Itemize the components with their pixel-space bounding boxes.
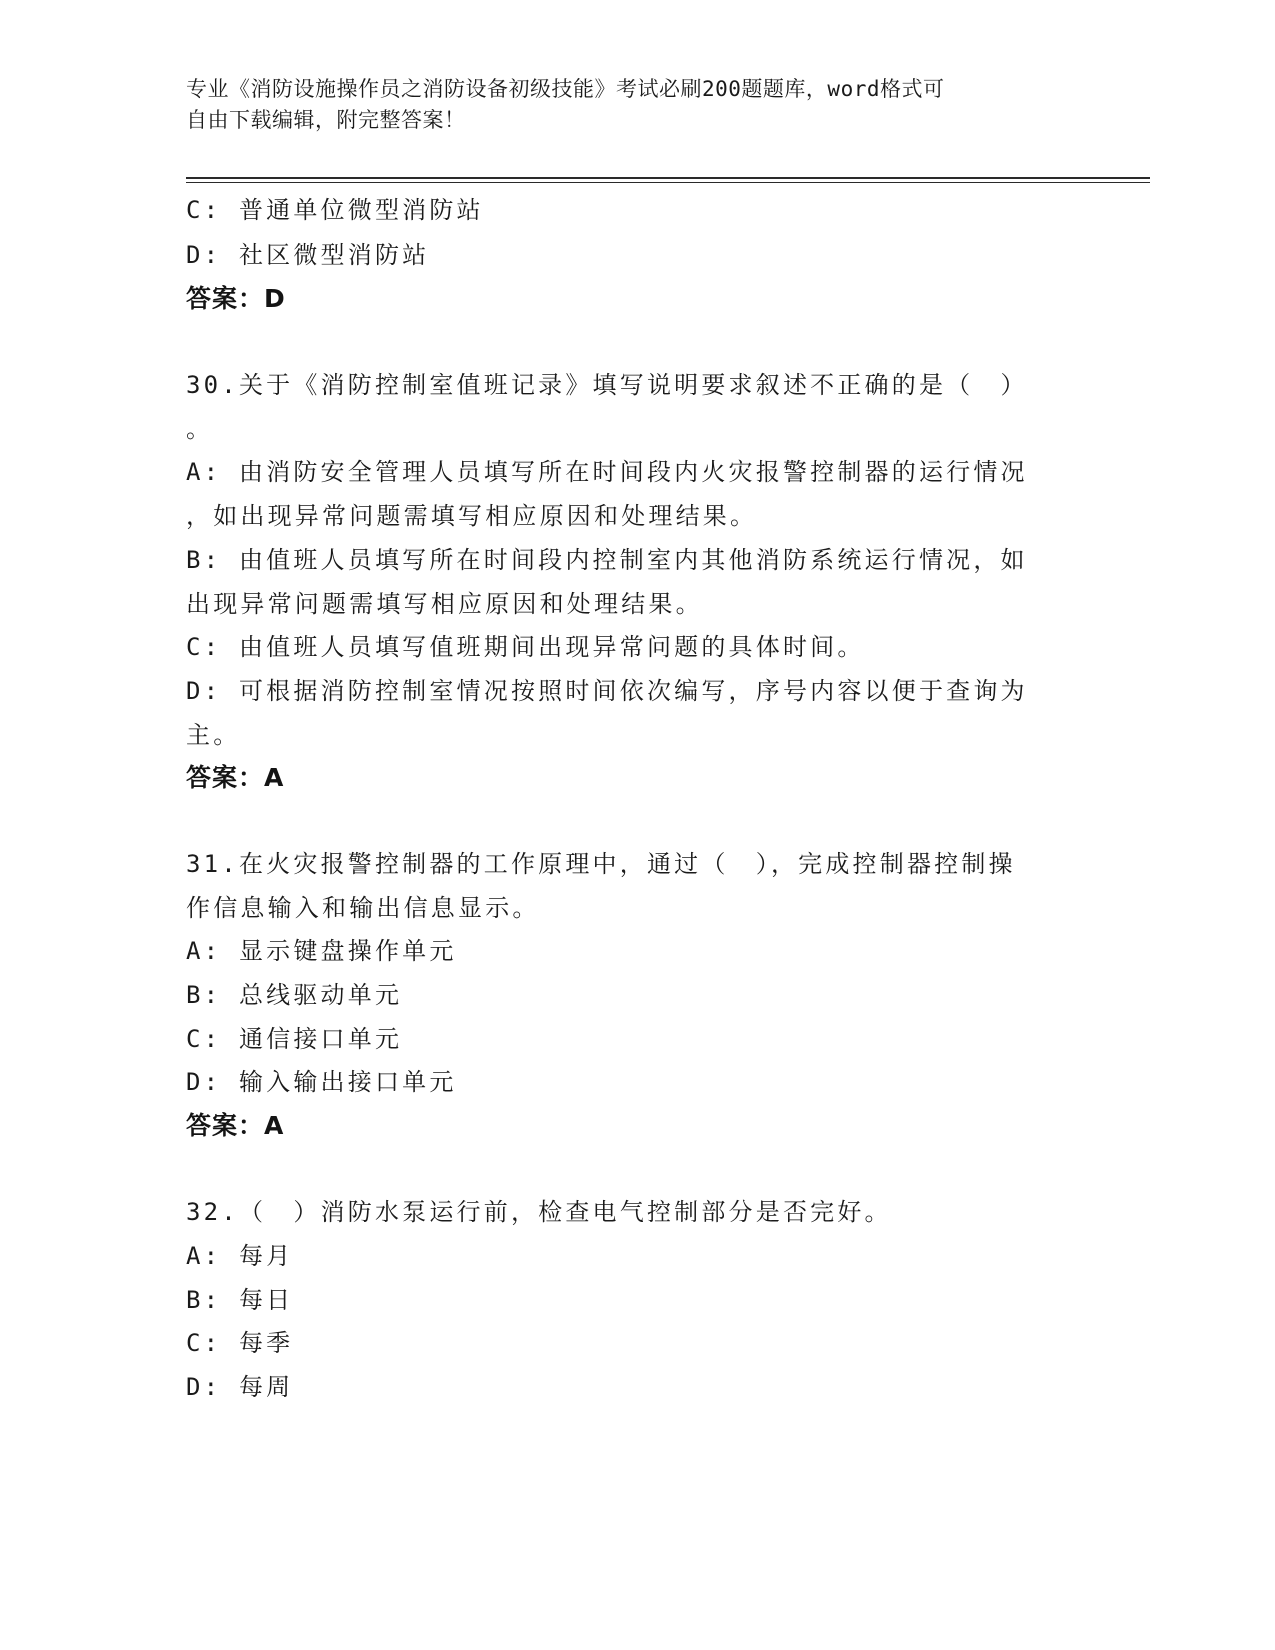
document-header bbox=[186, 74, 1066, 136]
q30-stem-line-1: 30.关于《消防控制室值班记录》填写说明要求叙述不正确的是（ ） bbox=[186, 371, 1028, 399]
prev-answer: 答案：D bbox=[186, 284, 286, 313]
q31-stem-line-2: 作信息输入和输出信息显示。 bbox=[186, 894, 540, 922]
q32-option-c: C: 每季 bbox=[186, 1329, 294, 1357]
header-title-line-2: 自由下载编辑，附完整答案！ bbox=[186, 108, 466, 132]
q30-answer: 答案：A bbox=[186, 763, 285, 792]
q30-option-d-line-1: D: 可根据消防控制室情况按照时间依次编写，序号内容以便于查询为 bbox=[186, 677, 1028, 705]
header-divider-thick bbox=[186, 177, 1150, 179]
q30-option-b-line-2: 出现异常问题需填写相应原因和处理结果。 bbox=[186, 590, 703, 618]
q32-option-a: A: 每月 bbox=[186, 1242, 294, 1270]
header-title-line-1: 专业《消防设施操作员之消防设备初级技能》考试必刷200题题库，word格式可 bbox=[186, 77, 945, 101]
prev-option-c: C: 普通单位微型消防站 bbox=[186, 196, 484, 224]
q31-answer: 答案：A bbox=[186, 1111, 285, 1140]
q31-option-a: A: 显示键盘操作单元 bbox=[186, 937, 457, 965]
q31-option-d: D: 输入输出接口单元 bbox=[186, 1068, 457, 1096]
q30-option-d-line-2: 主。 bbox=[186, 721, 241, 749]
q30-option-a-line-2: ，如出现异常问题需填写相应原因和处理结果。 bbox=[186, 502, 758, 530]
q30-option-b-line-1: B: 由值班人员填写所在时间段内控制室内其他消防系统运行情况，如 bbox=[186, 546, 1028, 574]
prev-option-d: D: 社区微型消防站 bbox=[186, 241, 430, 269]
q30-option-c: C: 由值班人员填写值班期间出现异常问题的具体时间。 bbox=[186, 633, 865, 661]
q32-option-d: D: 每周 bbox=[186, 1373, 294, 1401]
q31-stem-line-1: 31.在火灾报警控制器的工作原理中，通过（ ），完成控制器控制操 bbox=[186, 850, 1016, 878]
q30-stem-line-2: 。 bbox=[186, 415, 214, 443]
q31-option-c: C: 通信接口单元 bbox=[186, 1025, 403, 1053]
q31-option-b: B: 总线驱动单元 bbox=[186, 981, 403, 1009]
q32-option-b: B: 每日 bbox=[186, 1286, 294, 1314]
q30-option-a-line-1: A: 由消防安全管理人员填写所在时间段内火灾报警控制器的运行情况 bbox=[186, 458, 1028, 486]
header-divider-thin bbox=[186, 182, 1150, 183]
q32-stem: 32.（ ）消防水泵运行前，检查电气控制部分是否完好。 bbox=[186, 1198, 892, 1226]
